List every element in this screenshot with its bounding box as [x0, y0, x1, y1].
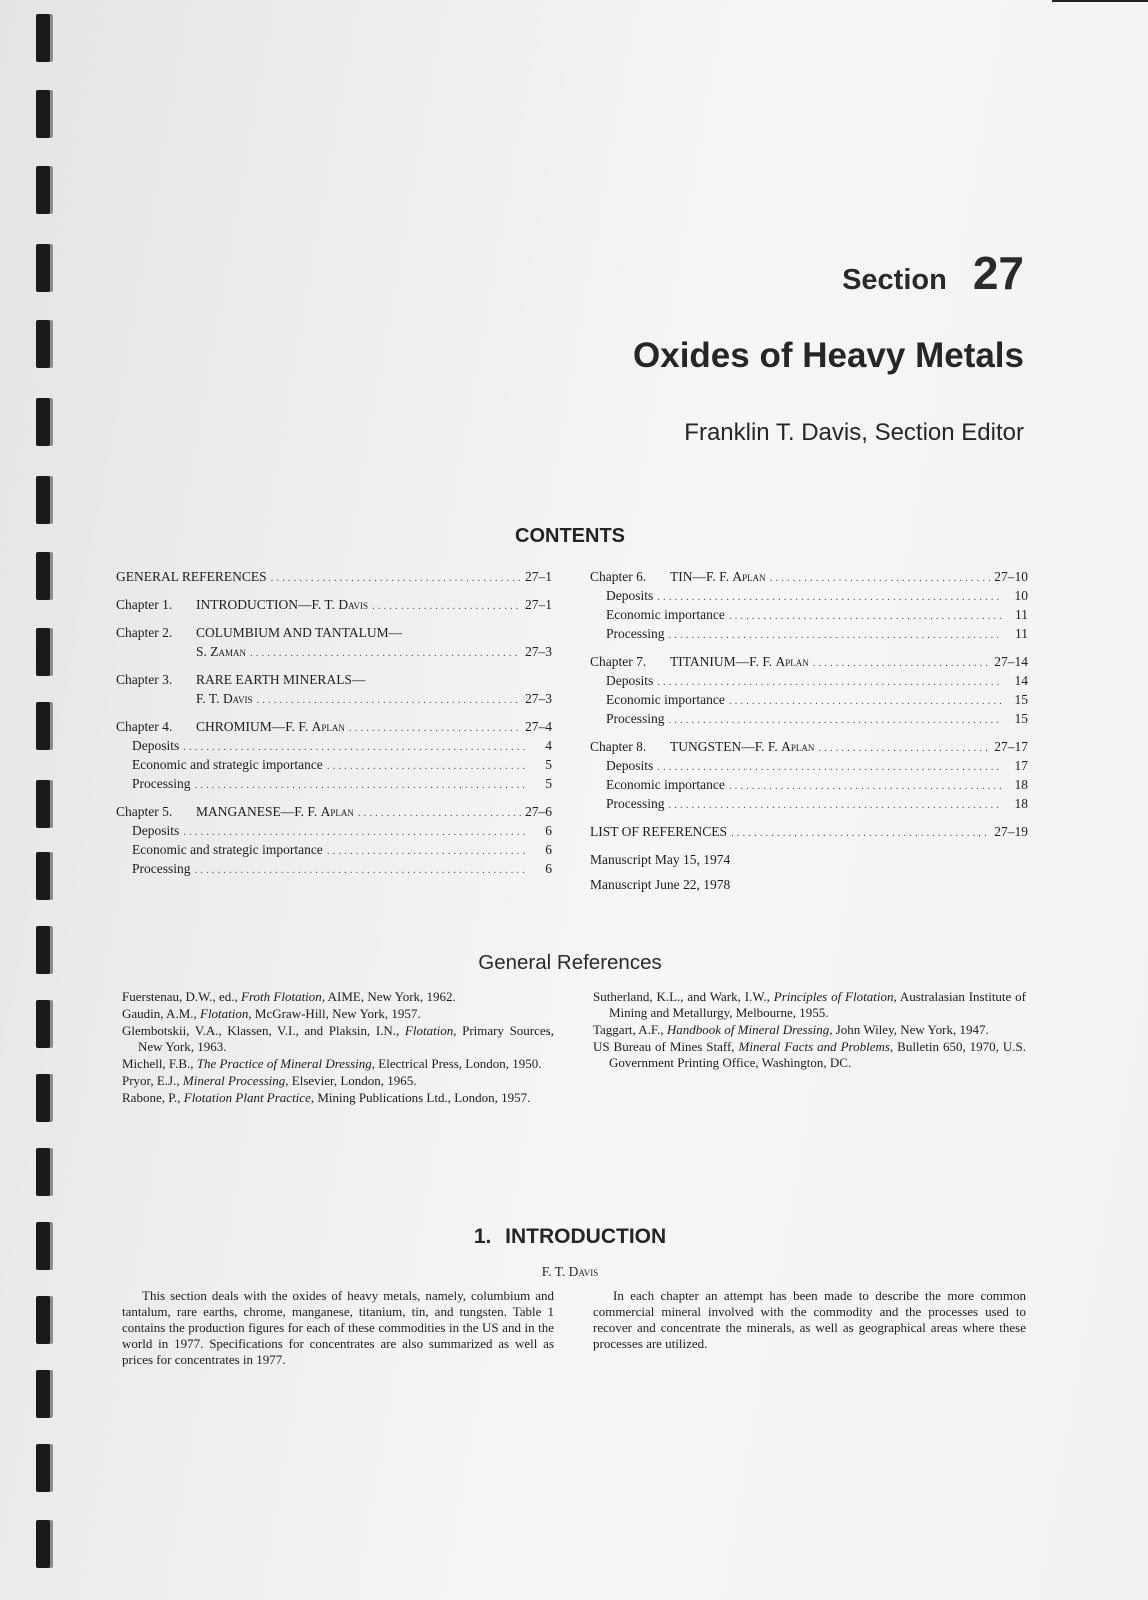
toc-page-number: 11	[1015, 626, 1028, 641]
toc-line	[116, 775, 552, 794]
toc-author: Aplan	[320, 804, 354, 819]
toc-leader-dots	[729, 693, 1002, 710]
toc-author: Aplan	[775, 654, 809, 669]
reference-entry	[122, 1006, 554, 1022]
toc-line	[116, 822, 552, 841]
manuscript-date-1: Manuscript May 15, 1974	[590, 852, 731, 867]
reference-entry	[122, 1090, 554, 1106]
toc-line	[590, 587, 1028, 606]
toc-page-number: 27–10	[994, 569, 1028, 584]
reference-entry	[122, 1073, 554, 1089]
section-label: Section	[842, 264, 947, 296]
toc-title	[132, 775, 191, 792]
toc-entry	[116, 718, 552, 794]
toc-subsection: Deposits	[606, 588, 654, 603]
toc-leader-dots	[813, 655, 990, 672]
reference-authors: Gaudin, A.M.,	[122, 1006, 200, 1021]
binding-hole	[36, 1000, 50, 1048]
toc-leader-dots	[271, 570, 521, 587]
binding-hole	[36, 1444, 50, 1492]
binding-hole	[36, 852, 50, 900]
toc-line	[590, 625, 1028, 644]
toc-line	[116, 737, 552, 756]
toc-subsection: Processing	[132, 861, 191, 876]
toc-subsection: Deposits	[132, 823, 180, 838]
toc-page-number: 18	[1014, 777, 1028, 792]
toc-title	[606, 691, 725, 708]
toc-line	[590, 776, 1028, 795]
toc-title	[196, 690, 253, 707]
reference-title: Mineral Processing	[182, 1073, 286, 1088]
toc-author: Aplan	[311, 719, 345, 734]
toc-chapter-number: Chapter 1.	[116, 597, 173, 612]
toc-title	[606, 795, 665, 812]
reference-publisher: , McGraw-Hill, New York, 1957.	[248, 1006, 421, 1021]
toc-chapter-number: Chapter 8.	[590, 739, 647, 754]
toc-title	[116, 624, 402, 641]
toc-chapter-number: Chapter 4.	[116, 719, 173, 734]
toc-leader-dots	[731, 825, 990, 842]
binding-hole	[36, 398, 50, 446]
reference-publisher: , Elsevier, London, 1965.	[285, 1073, 417, 1088]
references-right-column	[593, 989, 1026, 1072]
reference-authors: Pryor, E.J.,	[122, 1073, 183, 1088]
toc-title	[116, 596, 368, 613]
binding-hole	[36, 628, 50, 676]
toc-line	[116, 643, 552, 662]
toc-title	[132, 822, 179, 839]
reference-entry	[593, 989, 1026, 1021]
toc-title	[132, 756, 323, 773]
reference-publisher: , Australasian Institute of Mining and Metallurgy, Melbourne, 1955.	[609, 989, 1027, 1020]
toc-chapter-title: CHROMIUM—F. F.	[196, 719, 312, 734]
toc-chapter-title: INTRODUCTION—F. T.	[196, 597, 339, 612]
contents-heading: CONTENTS	[515, 525, 625, 547]
toc-chapter-title: COLUMBIUM AND TANTALUM—	[196, 625, 403, 640]
toc-page-number: 27–19	[994, 824, 1028, 839]
introduction-paragraph: In each chapter an attempt has been made to describe the more common commercial mineral involved with the commodity and the processes used to recover and concentrate the minerals, as well as geographical areas where these processes are utilized.	[593, 1288, 1026, 1351]
toc-line	[116, 624, 552, 643]
reference-authors: Fuerstenau, D.W., ed.,	[122, 989, 242, 1004]
reference-title: Principles of Flotation	[773, 989, 894, 1004]
toc-page-number: 11	[1015, 607, 1028, 622]
top-edge-line	[1052, 0, 1148, 2]
toc-author: Davis	[338, 597, 369, 612]
toc-page-number: 27–3	[525, 644, 552, 659]
manuscript-date-2: Manuscript June 22, 1978	[590, 877, 731, 892]
toc-page-number: 27–6	[525, 804, 552, 819]
reference-authors: Taggart, A.F.,	[593, 1022, 667, 1037]
toc-title	[116, 568, 267, 585]
reference-entry	[122, 989, 554, 1005]
introduction-author: F. T. Davis	[541, 1264, 599, 1279]
toc-leader-dots	[729, 778, 1002, 795]
binding-hole	[36, 780, 50, 828]
toc-subsection: Economic and strategic importance	[132, 757, 323, 772]
toc-subsection: Deposits	[606, 758, 654, 773]
reference-title: Handbook of Mineral Dressing	[666, 1022, 830, 1037]
toc-subsection: Economic importance	[606, 607, 725, 622]
toc-leader-dots	[770, 570, 991, 587]
toc-line	[116, 860, 552, 879]
toc-entry	[590, 653, 1028, 729]
toc-title	[116, 671, 365, 688]
toc-line	[590, 606, 1028, 625]
toc-leader-dots	[327, 843, 526, 860]
toc-chapter-title: TITANIUM—F. F.	[670, 654, 776, 669]
toc-leader-dots	[818, 740, 990, 757]
toc-leader-dots	[669, 712, 1003, 729]
reference-title: Flotation	[200, 1006, 249, 1021]
toc-leader-dots	[669, 627, 1003, 644]
binding-hole	[36, 1370, 50, 1418]
reference-title: The Practice of Mineral Dressing	[196, 1056, 372, 1071]
reference-publisher: , Mining Publications Ltd., London, 1957.	[310, 1090, 531, 1105]
introduction-paragraph: This section deals with the oxides of heavy metals, namely, columbium and tantalum, rare earths, chrome, manganese, titanium, tin, and tungsten. Table 1 contains the production figures for each of these commodities in the US and in the world in 1977. Specifications for concentrates are also summarized as well as prices for concentrates in 1977.	[122, 1288, 554, 1367]
binding-hole	[36, 320, 50, 368]
reference-authors: US Bureau of Mines Staff,	[593, 1039, 739, 1054]
toc-line	[590, 672, 1028, 691]
toc-page-number: 18	[1014, 796, 1028, 811]
toc-right-column	[590, 568, 1028, 893]
toc-title	[116, 803, 354, 820]
toc-page-number: 27–17	[994, 739, 1028, 754]
toc-chapter-number: Chapter 3.	[116, 672, 173, 687]
toc-page-number: 27–3	[525, 691, 552, 706]
reference-entry	[593, 1039, 1026, 1071]
reference-publisher: , AIME, New York, 1962.	[321, 989, 456, 1004]
toc-chapter-title: RARE EARTH MINERALS—	[196, 672, 366, 687]
reference-authors: Rabone, P.,	[122, 1090, 184, 1105]
toc-entry	[116, 624, 552, 662]
toc-author-initials: F. T.	[196, 691, 223, 706]
binding-hole	[36, 1074, 50, 1122]
toc-author: Davis	[222, 691, 253, 706]
reference-authors: Glembotskii, V.A., Klassen, V.I., and Plaksin, I.N.,	[122, 1023, 405, 1038]
toc-title	[590, 653, 809, 670]
section-editor: Franklin T. Davis, Section Editor	[684, 419, 1024, 446]
references-left-column	[122, 989, 554, 1107]
toc-heading-text: LIST OF REFERENCES	[590, 824, 728, 839]
toc-page-number: 6	[545, 823, 552, 838]
reference-title: Flotation	[404, 1023, 454, 1038]
binding-hole	[36, 1148, 50, 1196]
toc-title	[606, 710, 665, 727]
general-references-heading: General References	[478, 951, 662, 974]
toc-title	[590, 738, 814, 755]
toc-entry	[590, 738, 1028, 814]
binding-hole	[36, 702, 50, 750]
toc-page-number: 15	[1014, 711, 1028, 726]
reference-entry	[122, 1023, 554, 1055]
toc-line	[590, 757, 1028, 776]
reference-publisher: , Electrical Press, London, 1950.	[371, 1056, 542, 1071]
toc-line	[116, 568, 552, 587]
toc-subsection: Processing	[606, 626, 665, 641]
toc-line	[590, 710, 1028, 729]
toc-title	[590, 823, 727, 840]
toc-title	[132, 860, 191, 877]
toc-page-number: 4	[545, 738, 552, 753]
toc-line	[590, 653, 1028, 672]
toc-line	[590, 738, 1028, 757]
toc-entry	[116, 596, 552, 615]
toc-leader-dots	[657, 674, 1002, 691]
toc-leader-dots	[195, 777, 527, 794]
toc-title	[606, 672, 653, 689]
toc-title	[590, 568, 766, 585]
reference-publisher: , Bulletin 650, 1970, U.S. Government Printing Office, Washington, DC.	[609, 1039, 1026, 1070]
toc-leader-dots	[250, 645, 521, 662]
toc-page-number: 15	[1014, 692, 1028, 707]
binding-hole	[36, 14, 50, 62]
binding-hole	[36, 1296, 50, 1344]
toc-leader-dots	[327, 758, 526, 775]
toc-page-number: 5	[545, 776, 552, 791]
spiral-binding	[36, 0, 58, 1600]
toc-leader-dots	[358, 805, 521, 822]
toc-line	[590, 691, 1028, 710]
toc-subsection: Deposits	[132, 738, 180, 753]
toc-title	[606, 776, 725, 793]
toc-left-column	[116, 568, 552, 888]
toc-page-number: 6	[545, 842, 552, 857]
toc-title	[132, 737, 179, 754]
toc-subsection: Processing	[606, 711, 665, 726]
toc-leader-dots	[372, 598, 521, 615]
toc-title	[606, 625, 665, 642]
toc-subsection: Processing	[606, 796, 665, 811]
reference-entry	[593, 1022, 1026, 1038]
toc-author-initials: S.	[196, 644, 211, 659]
toc-line	[116, 671, 552, 690]
toc-leader-dots	[669, 797, 1003, 814]
reference-title: Mineral Facts and Problems	[738, 1039, 890, 1054]
reference-authors: Michell, F.B.,	[122, 1056, 197, 1071]
toc-leader-dots	[257, 692, 521, 709]
toc-chapter-number: Chapter 5.	[116, 804, 173, 819]
toc-leader-dots	[729, 608, 1002, 625]
toc-entry	[590, 823, 1028, 842]
reference-title: Froth Flotation	[241, 989, 322, 1004]
toc-title	[196, 643, 246, 660]
section-header	[842, 246, 1024, 300]
section-number: 27	[972, 247, 1024, 299]
toc-line	[590, 568, 1028, 587]
toc-chapter-title: MANGANESE—F. F.	[196, 804, 321, 819]
reference-publisher: , Primary Sources, New York, 1963.	[138, 1023, 554, 1054]
introduction-left-column	[122, 1288, 554, 1368]
toc-page-number: 27–1	[525, 569, 552, 584]
binding-hole	[36, 1520, 50, 1568]
toc-line	[116, 803, 552, 822]
toc-line	[116, 596, 552, 615]
toc-page-number: 27–14	[994, 654, 1028, 669]
toc-line	[116, 718, 552, 737]
reference-publisher: , John Wiley, New York, 1947.	[829, 1022, 989, 1037]
toc-chapter-number: Chapter 2.	[116, 625, 173, 640]
toc-leader-dots	[657, 759, 1002, 776]
toc-page-number: 5	[545, 757, 552, 772]
toc-chapter-number: Chapter 7.	[590, 654, 647, 669]
binding-hole	[36, 90, 50, 138]
toc-page-number: 27–4	[525, 719, 552, 734]
toc-chapter-number: Chapter 6.	[590, 569, 647, 584]
toc-leader-dots	[657, 589, 1002, 606]
toc-line	[590, 823, 1028, 842]
toc-entry	[590, 568, 1028, 644]
toc-chapter-title: TIN—F. F.	[670, 569, 733, 584]
reference-authors: Sutherland, K.L., and Wark, I.W.,	[593, 989, 774, 1004]
toc-leader-dots	[183, 739, 526, 756]
toc-entry	[116, 568, 552, 587]
toc-author: Aplan	[781, 739, 815, 754]
toc-page-number: 27–1	[525, 597, 552, 612]
binding-hole	[36, 166, 50, 214]
section-title: Oxides of Heavy Metals	[633, 336, 1024, 375]
reference-title: Flotation Plant Practice	[183, 1090, 311, 1105]
toc-author: Aplan	[732, 569, 766, 584]
toc-subsection: Economic importance	[606, 692, 725, 707]
toc-line	[116, 690, 552, 709]
introduction-right-column	[593, 1288, 1026, 1352]
toc-subsection: Economic and strategic importance	[132, 842, 323, 857]
reference-entry	[122, 1056, 554, 1072]
toc-heading-text: GENERAL REFERENCES	[116, 569, 267, 584]
toc-title	[132, 841, 323, 858]
toc-leader-dots	[349, 720, 521, 737]
toc-author: Zaman	[210, 644, 247, 659]
toc-leader-dots	[195, 862, 527, 879]
toc-page-number: 14	[1014, 673, 1028, 688]
toc-leader-dots	[183, 824, 526, 841]
toc-line	[116, 756, 552, 775]
toc-entry	[116, 671, 552, 709]
toc-subsection: Processing	[132, 776, 191, 791]
binding-hole	[36, 244, 50, 292]
toc-page-number: 10	[1014, 588, 1028, 603]
toc-title	[606, 587, 653, 604]
toc-title	[116, 718, 345, 735]
toc-subsection: Deposits	[606, 673, 654, 688]
toc-title	[606, 757, 653, 774]
toc-line	[116, 841, 552, 860]
binding-hole	[36, 552, 50, 600]
toc-line	[590, 795, 1028, 814]
toc-page-number: 17	[1014, 758, 1028, 773]
toc-subsection: Economic importance	[606, 777, 725, 792]
introduction-heading: 1. INTRODUCTION	[473, 1225, 667, 1248]
toc-title	[606, 606, 725, 623]
toc-chapter-title: TUNGSTEN—F. F.	[670, 739, 782, 754]
binding-hole	[36, 476, 50, 524]
toc-page-number: 6	[545, 861, 552, 876]
toc-entry	[116, 803, 552, 879]
